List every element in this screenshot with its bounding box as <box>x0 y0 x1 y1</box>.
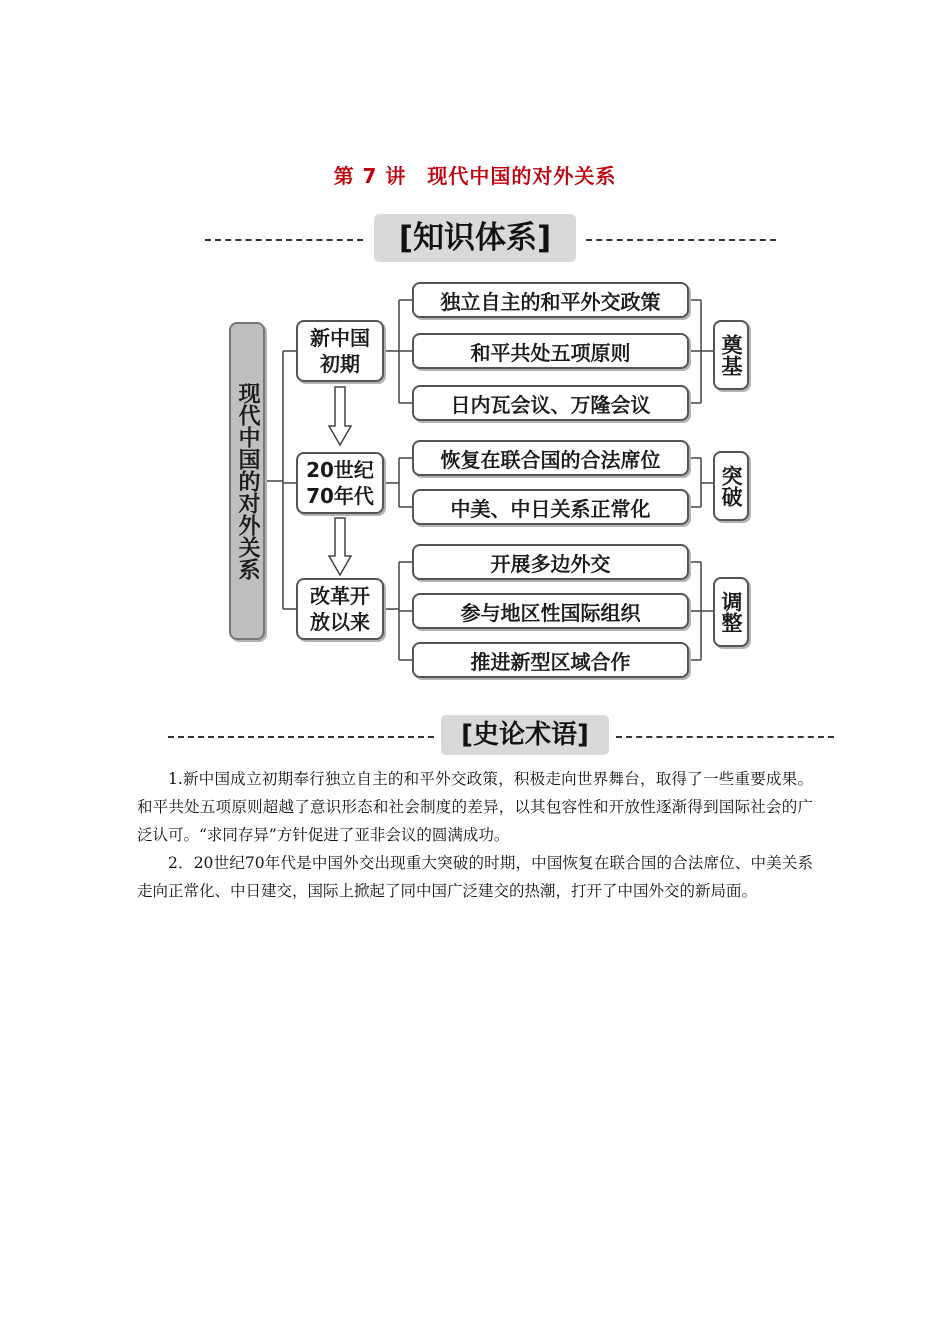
stage-tag-adjustment: 调整 <box>713 577 749 647</box>
item-box: 参与地区性国际组织 <box>412 593 689 629</box>
item-box: 日内瓦会议、万隆会议 <box>412 385 689 421</box>
period-box-1970s: 20世纪 70年代 <box>296 452 384 514</box>
term-paragraph-1: 1.新中国成立初期奉行独立自主的和平外交政策，积极走向世界舞台，取得了一些重要成果。和平共处五项原则超越了意识形态和社会制度的差异，以其包容性和开放性逐渐得到国际社会的广泛认可。“求同存异”方针促进了亚非会议的圆满成功。 <box>137 770 813 844</box>
arrow-down-icon <box>329 518 351 575</box>
page-title: 第 7 讲 现代中国的对外关系 <box>333 164 617 188</box>
item-box: 恢复在联合国的合法席位 <box>412 440 689 476</box>
item-box: 和平共处五项原则 <box>412 333 689 369</box>
section-tag-knowledge-system: [知识体系] <box>374 214 576 262</box>
period-box-early: 新中国 初期 <box>296 320 384 382</box>
section2-dashes-right <box>616 736 834 738</box>
period-box-reform: 改革开 放以来 <box>296 578 384 640</box>
section-tag-historical-terms: [史论术语] <box>441 715 609 755</box>
arrow-down-icon <box>329 387 351 445</box>
stage-tag-breakthrough: 突破 <box>713 451 749 521</box>
stage-tag-foundation: 奠基 <box>713 320 749 390</box>
root-topic-box: 现代中国的对外关系 <box>229 322 265 640</box>
term-paragraph-2: 2．20世纪70年代是中国外交出现重大突破的时期，中国恢复在联合国的合法席位、中美关系走向正常化、中日建交，国际上掀起了同中国广泛建交的热潮，打开了中国外交的新局面。 <box>137 854 813 900</box>
item-box: 开展多边外交 <box>412 544 689 580</box>
section2-dashes-left <box>168 736 434 738</box>
item-box: 推进新型区域合作 <box>412 642 689 678</box>
item-box: 独立自主的和平外交政策 <box>412 282 689 318</box>
item-box: 中美、中日关系正常化 <box>412 489 689 525</box>
